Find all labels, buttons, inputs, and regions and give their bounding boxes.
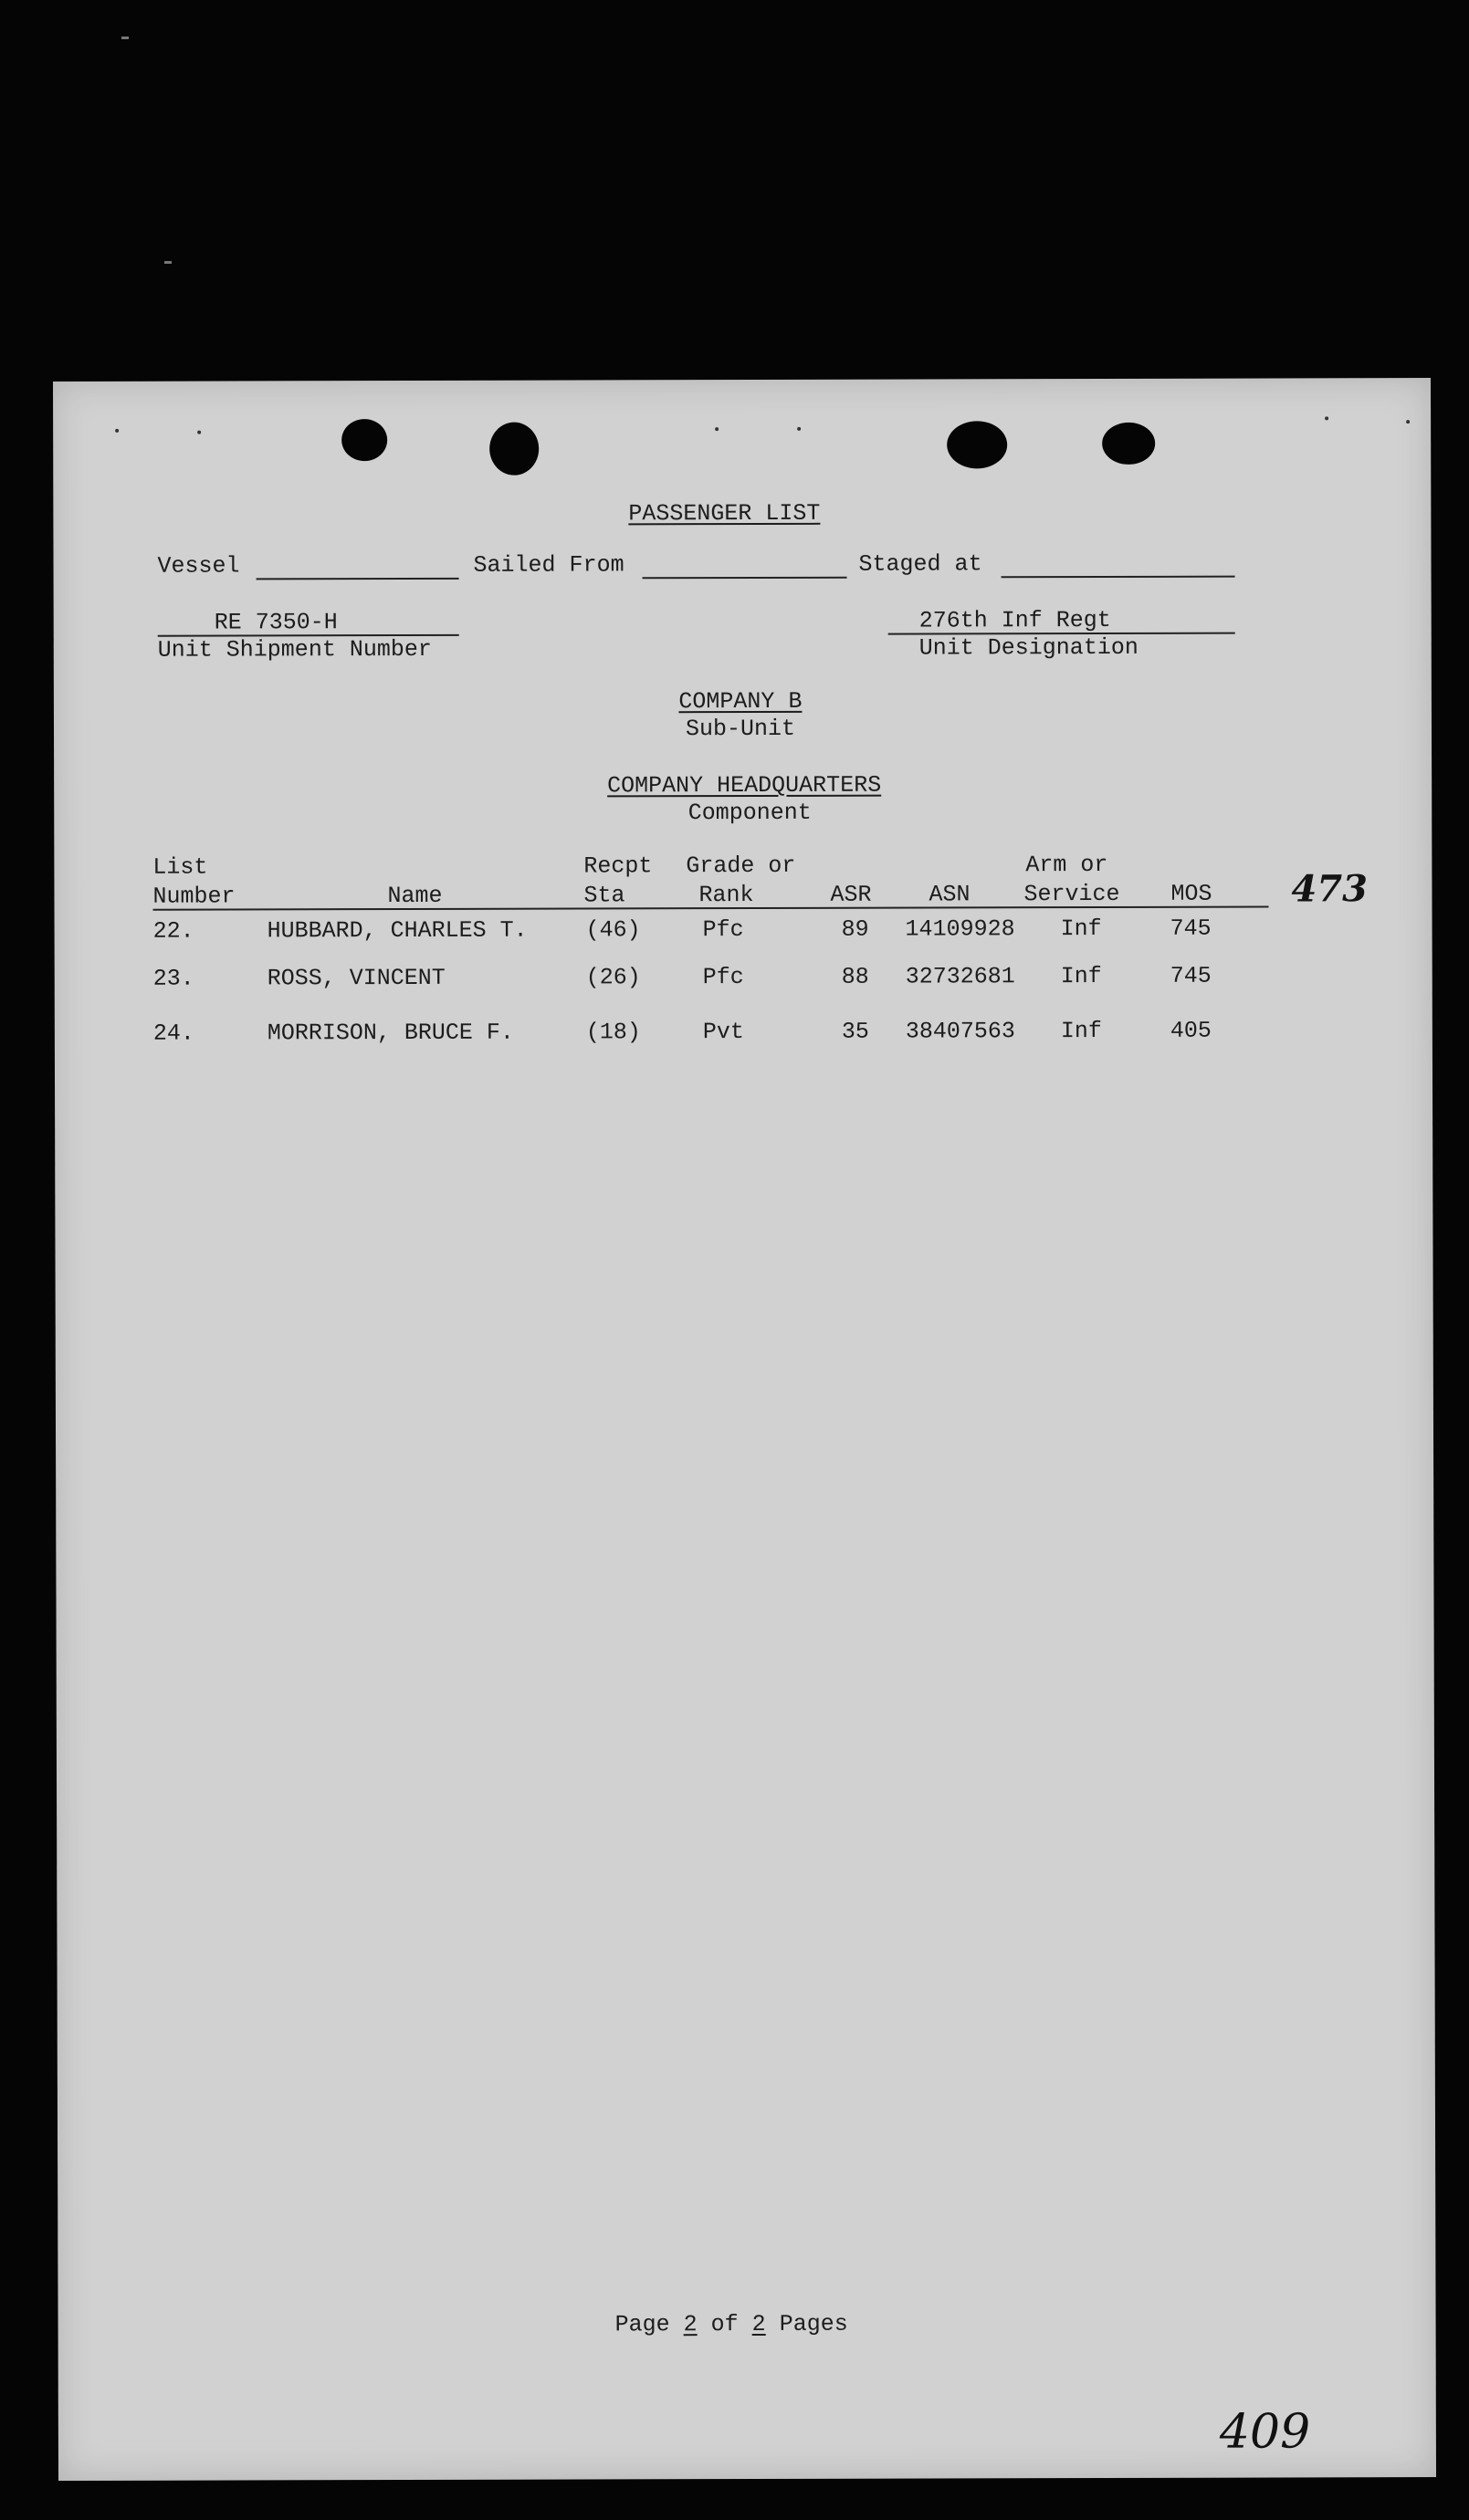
- total-pages: 2: [751, 2310, 766, 2338]
- paper-mark: [1325, 416, 1328, 420]
- sub-unit-label: Sub-Unit: [685, 715, 796, 743]
- asr: 89: [841, 915, 869, 943]
- asn: 14109928: [905, 915, 1015, 943]
- document-title: PASSENGER LIST: [628, 499, 821, 528]
- arm-or-service: Inf: [1060, 1017, 1102, 1045]
- header-arm-line1: Arm or: [1025, 851, 1108, 879]
- grade: Pfc: [702, 916, 744, 944]
- arm-or-service: Inf: [1060, 962, 1102, 990]
- punch-hole: [1102, 423, 1155, 465]
- header-mos: MOS: [1170, 880, 1212, 907]
- recpt-sta: (18): [585, 1019, 641, 1046]
- list-number: 22.: [152, 917, 194, 945]
- paper-mark: [197, 431, 201, 434]
- header-list-number-line1: List: [152, 853, 208, 881]
- paper-mark: [1406, 420, 1410, 423]
- unit-shipment-number-value: RE 7350-H: [214, 609, 338, 636]
- header-arm-line2: Service: [1023, 880, 1120, 908]
- punch-hole: [341, 419, 387, 461]
- mos: 745: [1170, 915, 1212, 942]
- vessel-blank: [257, 578, 459, 580]
- paper-mark: [797, 427, 801, 431]
- unit-designation-value: 276th Inf Regt: [918, 606, 1111, 634]
- component-label: Component: [687, 799, 812, 827]
- passenger-name: ROSS, VINCENT: [267, 964, 446, 992]
- paper-mark: [715, 427, 719, 431]
- list-number: 24.: [152, 1020, 194, 1047]
- handwritten-number: 409: [1219, 2404, 1311, 2460]
- asr: 88: [841, 963, 869, 990]
- asn: 32732681: [905, 963, 1015, 990]
- background-speck: [164, 261, 172, 264]
- passenger-name: HUBBARD, CHARLES T.: [267, 916, 528, 945]
- header-asr: ASR: [830, 881, 872, 908]
- asr: 35: [841, 1018, 869, 1045]
- sailed-from-label: Sailed From: [473, 551, 624, 579]
- document-page: [53, 378, 1436, 2481]
- passenger-name: MORRISON, BRUCE F.: [267, 1019, 514, 1047]
- header-grade-line1: Grade or: [686, 852, 796, 880]
- unit-shipment-number-label: Unit Shipment Number: [157, 635, 432, 664]
- arm-or-service: Inf: [1060, 915, 1102, 943]
- header-underline: [153, 906, 1269, 911]
- sub-unit-value: COMPANY B: [678, 687, 803, 716]
- pages-label: Pages: [779, 2310, 848, 2337]
- paper-mark: [115, 429, 119, 433]
- stamp-number: 473: [1291, 867, 1369, 911]
- header-grade-line2: Rank: [698, 881, 754, 909]
- staged-at-blank: [1002, 576, 1235, 579]
- asn: 38407563: [905, 1018, 1015, 1045]
- header-name: Name: [387, 882, 443, 910]
- header-recpt-sta-line1: Recpt: [583, 852, 653, 880]
- header-asn: ASN: [929, 881, 971, 908]
- vessel-label: Vessel: [157, 552, 240, 580]
- header-recpt-sta-line2: Sta: [583, 882, 625, 909]
- staged-at-label: Staged at: [858, 550, 982, 578]
- header-list-number-line2: Number: [152, 883, 236, 910]
- sailed-from-blank: [643, 577, 847, 580]
- component-value: COMPANY HEADQUARTERS: [607, 771, 882, 800]
- page-footer: [614, 2310, 848, 2338]
- punch-hole: [489, 423, 539, 476]
- page-number: 2: [683, 2311, 698, 2338]
- punch-hole: [947, 421, 1007, 468]
- page-label: Page: [614, 2311, 670, 2338]
- grade: Pvt: [702, 1019, 744, 1046]
- unit-designation-label: Unit Designation: [918, 633, 1138, 662]
- list-number: 23.: [152, 965, 194, 992]
- mos: 405: [1170, 1017, 1212, 1044]
- recpt-sta: (26): [585, 964, 641, 991]
- mos: 745: [1170, 962, 1212, 989]
- background-speck: [121, 37, 129, 39]
- grade: Pfc: [702, 964, 744, 991]
- of-label: of: [710, 2311, 739, 2338]
- recpt-sta: (46): [585, 916, 641, 944]
